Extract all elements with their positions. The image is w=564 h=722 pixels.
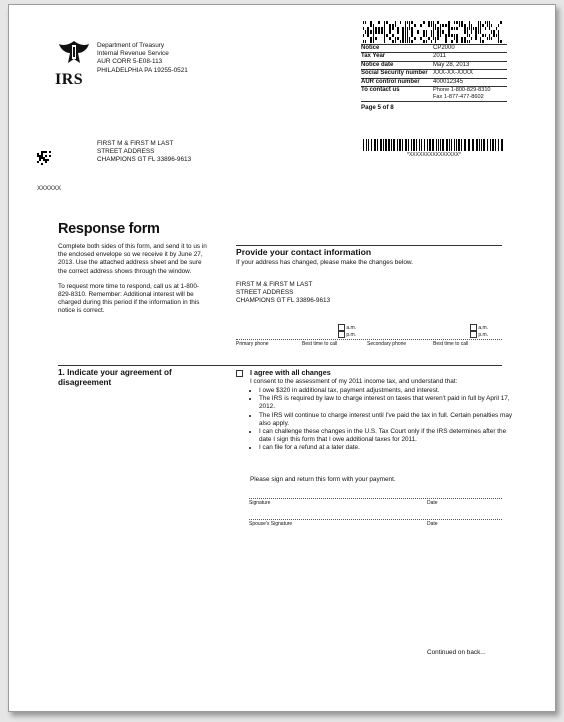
sender-address (97, 42, 257, 75)
primary-ampm (338, 324, 356, 338)
best-time-label: Best time to call (433, 341, 469, 347)
bullet-item: • The IRS will continue to charge interest until I've paid the tax in full. Certain penalties may also apply. (259, 412, 515, 428)
am-label: a.m. (478, 324, 489, 331)
phone-line[interactable] (236, 339, 502, 340)
code-label: XXXXXX (37, 186, 62, 192)
am-checkbox[interactable] (470, 324, 477, 331)
page-label: Page 5 of 8 (361, 103, 394, 111)
pm-label: p.m. (478, 331, 489, 338)
notice-row (361, 70, 507, 78)
bullet-item: • The IRS is required by law to charge interest on taxes that weren't paid in full by April 17, 2012. (259, 395, 515, 411)
contact-value: Phone 1-800-829-8310 Fax 1-877-477-8602 (433, 87, 491, 100)
barcode-text: *XXXXXXXXXXXXXXX* (407, 152, 461, 158)
notice-label: Notice (361, 45, 380, 51)
date-label: Date (427, 500, 438, 506)
bullet-item: • I can challenge these changes in the U.S. Tax Court only if the IRS determines after the date I sign this form that I owe additional taxes for 2011. (259, 428, 515, 444)
logo-text: IRS (55, 71, 84, 88)
date-label: Date (427, 521, 438, 527)
pm-checkbox[interactable] (338, 331, 345, 338)
top-2d-barcode (363, 21, 505, 43)
eagle-icon (55, 39, 93, 67)
recipient-line: STREET ADDRESS (97, 148, 155, 156)
aur-control-value: 400012345 (433, 78, 464, 85)
best-time-label: Best time to call (302, 341, 338, 347)
section-rule (58, 365, 502, 366)
notice-date-value: May 28, 2013 (433, 61, 470, 68)
secondary-phone-label: Secondary phone (367, 341, 407, 347)
agree-bullet-list (250, 387, 515, 453)
sender-line: Internal Revenue Service (97, 50, 169, 58)
notice-row (361, 62, 507, 70)
document-page (8, 4, 556, 712)
contact-address-line: FIRST M & FIRST M LAST (236, 281, 313, 288)
primary-phone-label: Primary phone (236, 341, 269, 347)
contact-top-rule (236, 245, 502, 246)
irs-logo (55, 39, 93, 88)
notice-row (361, 44, 507, 53)
contact-address-line: STREET ADDRESS (236, 289, 294, 297)
sender-line: Department of Treasury (97, 42, 165, 49)
agree-option-title: I agree with all changes (250, 368, 331, 377)
pm-label: p.m. (346, 331, 357, 338)
notice-row (361, 87, 507, 102)
notice-date-label: Notice date (361, 61, 394, 68)
recipient-address (97, 140, 297, 165)
contact-heading: Provide your contact information (236, 247, 372, 257)
continued-note: Continued on back... (427, 649, 486, 656)
contact-label: To contact us (361, 87, 400, 94)
pm-checkbox[interactable] (470, 331, 477, 338)
intro-text (58, 243, 208, 316)
spouse-signature-line[interactable] (249, 519, 502, 520)
contact-address-line: CHAMPIONS GT FL 33896-9613 (236, 297, 331, 305)
secondary-ampm (470, 324, 488, 338)
aur-control-label: AUR control number (361, 78, 420, 85)
bullet-item: • I can file for a refund at a later date. (259, 444, 515, 452)
linear-barcode (363, 139, 505, 151)
section-heading: 1. Indicate your agreement of disagreement (58, 368, 172, 387)
tax-year-value: 2011 (433, 53, 446, 60)
notice-row (361, 79, 507, 87)
sender-line: PHILADELPHIA PA 19255-0521 (97, 66, 188, 74)
agree-checkbox[interactable] (236, 370, 243, 377)
ssn-label: Social Security number (361, 70, 428, 77)
signature-line[interactable] (249, 498, 502, 499)
recipient-line: CHAMPIONS GT FL 33896-9613 (97, 156, 192, 164)
tax-year-label: Tax Year (361, 53, 386, 60)
bullet-item: • I owe $320 in additional tax, payment adjustments, and interest. (259, 387, 515, 395)
sign-note: Please sign and return this form with your payment. (250, 476, 396, 483)
contact-subtext: If your address has changed, please make the changes below. (236, 259, 413, 266)
intro-paragraph: Complete both sides of this form, and send it to us in the enclosed envelope so we receive it by June 27, 2013. Use the attached address sheet and be sure the correct address shows through the window. (58, 243, 207, 275)
notice-value: CP2000 (433, 45, 455, 51)
page-title: Response form (58, 221, 160, 237)
agree-intro: I consent to the assessment of my 2011 income tax, and understand that: (250, 378, 458, 385)
am-label: a.m. (346, 324, 357, 331)
intro-paragraph: To request more time to respond, call us at 1-800-829-8310. Remember: Additional interest will be charged during this period if the information in this notice is correct. (58, 282, 200, 315)
signature-label: Signature (249, 500, 271, 506)
contact-address (236, 281, 436, 306)
notice-info-table (361, 44, 507, 111)
qr-code (37, 151, 51, 165)
am-checkbox[interactable] (338, 324, 345, 331)
sender-line: AUR CORR 5-E08-113 (97, 58, 163, 66)
spouse-signature-label: Spouse's Signature (249, 521, 293, 527)
recipient-line: FIRST M & FIRST M LAST (97, 140, 174, 147)
notice-row (361, 53, 507, 61)
ssn-value: XXX-XX-XXXX (433, 70, 474, 77)
